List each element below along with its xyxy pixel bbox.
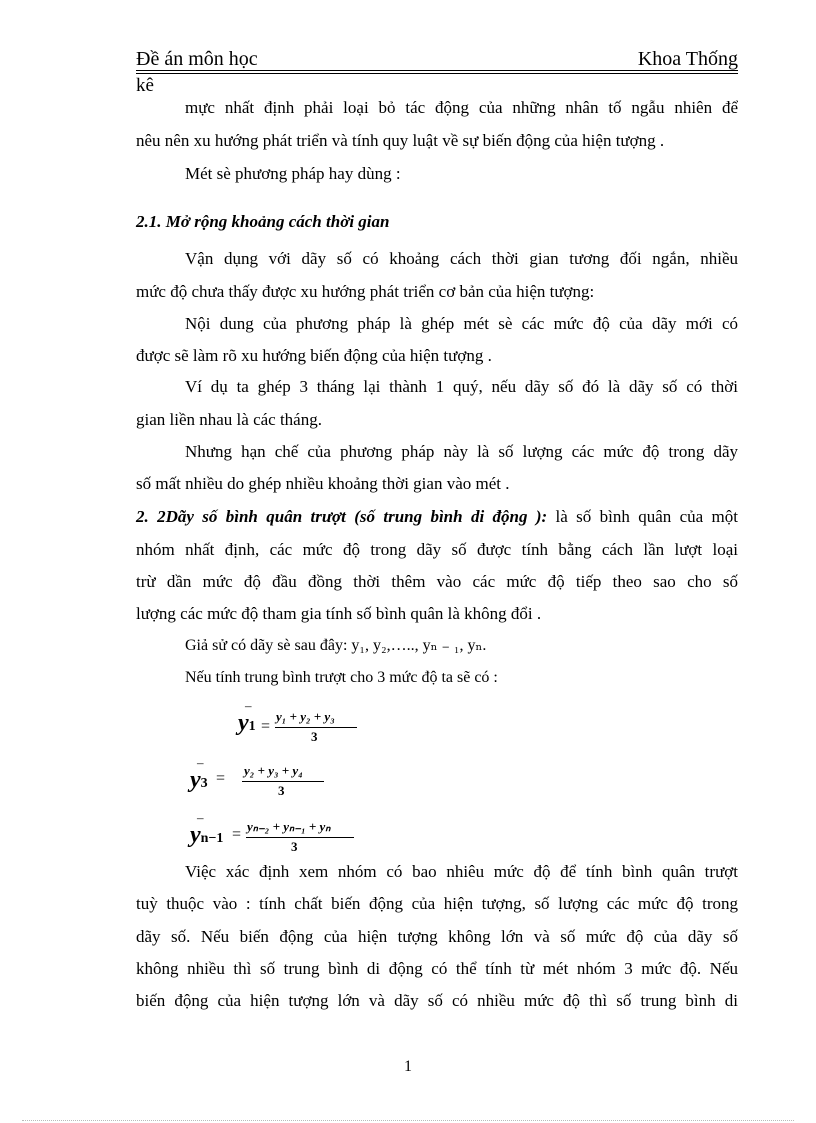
- series-values: y₁, y₂,….., yₙ ₋ ₁, yₙ.: [351, 637, 487, 654]
- fraction-bar: [275, 727, 357, 728]
- paragraph-line: Vận dụng với dãy số có khoảng cách thời gian tương đối ngắn, nhiều: [185, 249, 738, 268]
- paragraph-line: không nhiều thì số trung bình di động có thể tính từ mét nhóm 3 mức độ. Nếu: [136, 959, 738, 978]
- section-text-inline: là số bình quân của một: [547, 507, 738, 526]
- paragraph-line: Nhưng hạn chế của phương pháp này là số lượng các mức độ trong dãy: [185, 442, 738, 461]
- header-right: Khoa Thống: [637, 48, 738, 70]
- formula-bar: –: [197, 755, 204, 770]
- paragraph-line: biến động của hiện tượng lớn và dãy số có nhiều mức độ thì số trung bình di: [136, 991, 738, 1010]
- page-number: 1: [404, 1058, 412, 1075]
- paragraph-line: tuỳ thuộc vào : tính chất biến động của hiện tượng, số lượng các mức độ trong: [136, 894, 738, 913]
- formula-lhs: y: [238, 710, 249, 736]
- formula-equals: =: [261, 718, 271, 735]
- formula-subscript: 3: [200, 776, 208, 791]
- header-rule: [136, 70, 738, 71]
- section-heading: 2.1. Mở rộng khoảng cách thời gian: [136, 212, 390, 231]
- formula-numerator: y₂ + y₃ + y₄: [244, 763, 303, 778]
- paragraph-line: số mất nhiều do ghép nhiều khoảng thời gian vào mét .: [136, 474, 510, 493]
- paragraph-line: nêu nên xu hướng phát triển và tính quy luật về sự biến động của hiện tượng .: [136, 131, 665, 150]
- formula-bar: –: [245, 698, 252, 713]
- paragraph-line: mức độ chưa thấy được xu hướng phát triển cơ bản của hiện tượng:: [136, 282, 595, 301]
- series-intro: Giả sử có dãy sè sau đây:: [185, 637, 352, 654]
- formula-subscript: n−1: [200, 831, 224, 846]
- paragraph-line: lượng các mức độ tham gia tính số bình quân là không đổi .: [136, 604, 542, 623]
- page-bottom-rule: [22, 1120, 794, 1121]
- header-left: Đề án môn học: [136, 48, 258, 70]
- formula-denominator: 3: [311, 729, 318, 744]
- fraction-bar: [246, 837, 354, 838]
- formula-numerator: yₙ₋₂ + yₙ₋₁ + yₙ: [247, 819, 331, 834]
- formula-denominator: 3: [291, 839, 298, 854]
- formula-lhs: y: [190, 822, 201, 848]
- header-rule-secondary: [136, 73, 738, 74]
- section-paragraph-line: [136, 507, 738, 527]
- paragraph-line: mực nhất định phải loại bỏ tác động của những nhân tố ngẫu nhiên để: [185, 98, 738, 117]
- paragraph-line: Ví dụ ta ghép 3 tháng lại thành 1 quý, nếu dãy số đó là dãy số có thời: [185, 377, 738, 396]
- paragraph-line: Nếu tính trung bình trượt cho 3 mức độ ta sẽ có :: [185, 669, 498, 686]
- paragraph-line: Việc xác định xem nhóm có bao nhiêu mức độ để tính bình quân trượt: [185, 862, 738, 881]
- formula-numerator: y₁ + y₂ + y₃: [276, 709, 335, 724]
- section-heading-inline: 2. 2Dãy số bình quân trượt (số trung bình di động ):: [136, 507, 548, 526]
- formula-lhs: y: [190, 767, 201, 793]
- paragraph-line: [185, 636, 738, 656]
- paragraph-line: nhóm nhất định, các mức độ trong dãy số được tính bằng cách lần lượt loại: [136, 540, 738, 559]
- paragraph-line: trừ dần mức độ đầu đồng thời thêm vào các mức độ tiếp theo sao cho số: [136, 572, 738, 591]
- fraction-bar: [242, 781, 324, 782]
- paragraph-line: dãy số. Nếu biến động của hiện tượng không lớn và số mức độ của dãy số: [136, 927, 738, 946]
- paragraph-line: gian liền nhau là các tháng.: [136, 410, 322, 429]
- page-header: [136, 48, 738, 76]
- paragraph-line: Nội dung của phương pháp là ghép mét sè các mức độ của dãy mới có: [185, 314, 738, 333]
- formula-denominator: 3: [278, 783, 285, 798]
- formula-bar: –: [197, 810, 204, 825]
- formula-subscript: 1: [248, 719, 256, 734]
- paragraph-line: được sẽ làm rõ xu hướng biến động của hiện tượng .: [136, 346, 492, 365]
- header-right-wrap: kê: [136, 75, 154, 96]
- formula-equals: =: [232, 826, 242, 843]
- formula-equals: =: [216, 770, 226, 787]
- paragraph-line: Mét sè phương pháp hay dùng :: [185, 164, 401, 183]
